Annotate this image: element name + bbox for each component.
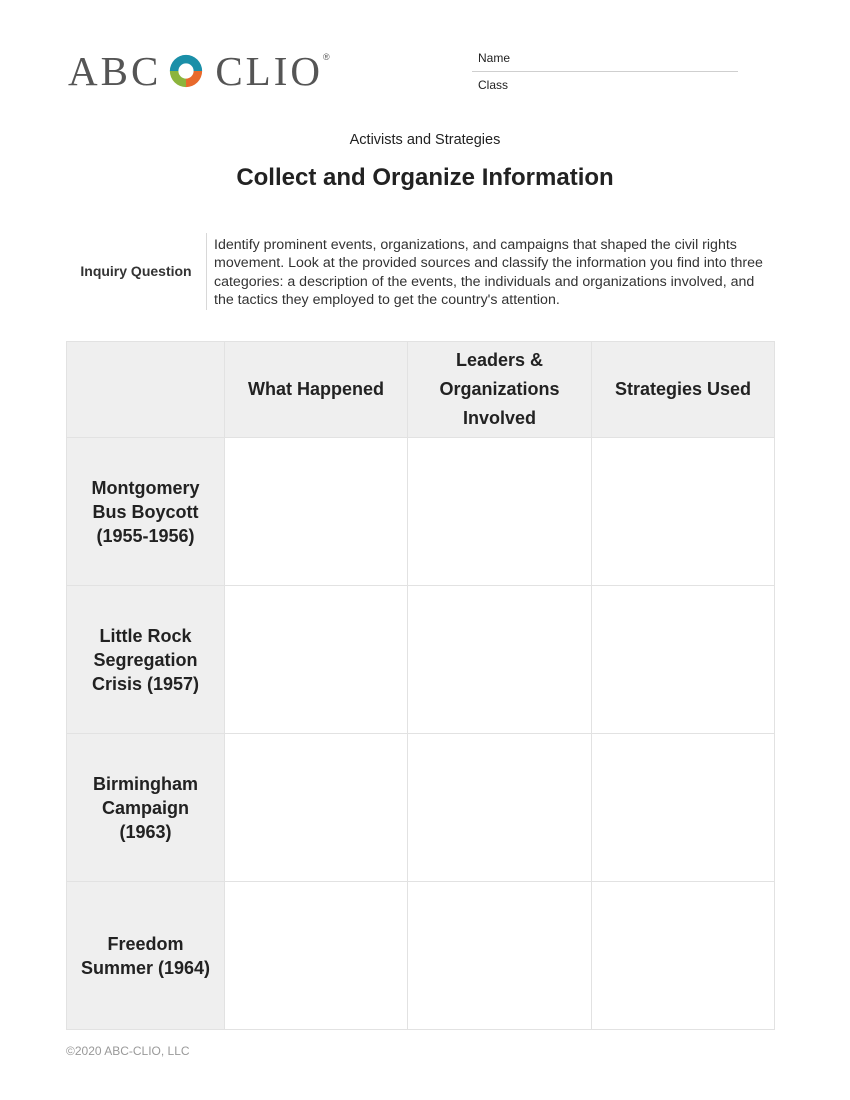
cell-strategies[interactable] [592, 882, 775, 1030]
logo-text-right: CLIO [215, 48, 323, 94]
organizer-table [66, 341, 775, 1030]
cell-leaders[interactable] [408, 882, 592, 1030]
column-header-empty [67, 342, 225, 438]
cell-leaders[interactable] [408, 734, 592, 882]
cell-strategies[interactable] [592, 586, 775, 734]
inquiry-question [66, 233, 774, 310]
column-header-strategies: Strategies Used [592, 342, 775, 438]
table-row [67, 734, 775, 882]
abc-clio-logo-icon [167, 52, 205, 90]
abc-clio-logo [68, 47, 330, 95]
cell-what-happened[interactable] [225, 586, 408, 734]
inquiry-label: Inquiry Question [66, 233, 207, 310]
cell-strategies[interactable] [592, 438, 775, 586]
logo-text-left: ABC [68, 48, 162, 94]
copyright: ©2020 ABC-CLIO, LLC [66, 1044, 190, 1058]
page-title: Collect and Organize Information [236, 164, 614, 191]
student-info [472, 49, 738, 92]
row-header-montgomery: Montgomery Bus Boycott (1955-1956) [67, 438, 225, 586]
class-label: Class [478, 78, 509, 92]
registered-mark: ® [322, 52, 330, 62]
cell-what-happened[interactable] [225, 734, 408, 882]
column-header-what-happened: What Happened [225, 342, 408, 438]
column-header-leaders: Leaders & Organizations Involved [408, 342, 592, 438]
name-label: Name [478, 51, 511, 65]
cell-leaders[interactable] [408, 438, 592, 586]
inquiry-text: Identify prominent events, organizations, and campaigns that shaped the civil rights movement. Look at the provided sources and classify the information you find into three categories: a description of the events, the individuals and organizations involved, and the tactics they employed to get the country's attention. [214, 237, 763, 309]
cell-leaders[interactable] [408, 586, 592, 734]
table-row [67, 882, 775, 1030]
row-header-birmingham: Birmingham Campaign (1963) [67, 734, 225, 882]
name-field[interactable] [472, 49, 738, 72]
row-header-little-rock: Little Rock Segregation Crisis (1957) [67, 586, 225, 734]
row-header-freedom-summer: Freedom Summer (1964) [67, 882, 225, 1030]
cell-what-happened[interactable] [225, 438, 408, 586]
class-field[interactable] [472, 72, 738, 92]
cell-what-happened[interactable] [225, 882, 408, 1030]
table-header-row [67, 342, 775, 438]
cell-strategies[interactable] [592, 734, 775, 882]
table-row [67, 438, 775, 586]
page-subtitle: Activists and Strategies [349, 132, 501, 148]
table-row [67, 586, 775, 734]
